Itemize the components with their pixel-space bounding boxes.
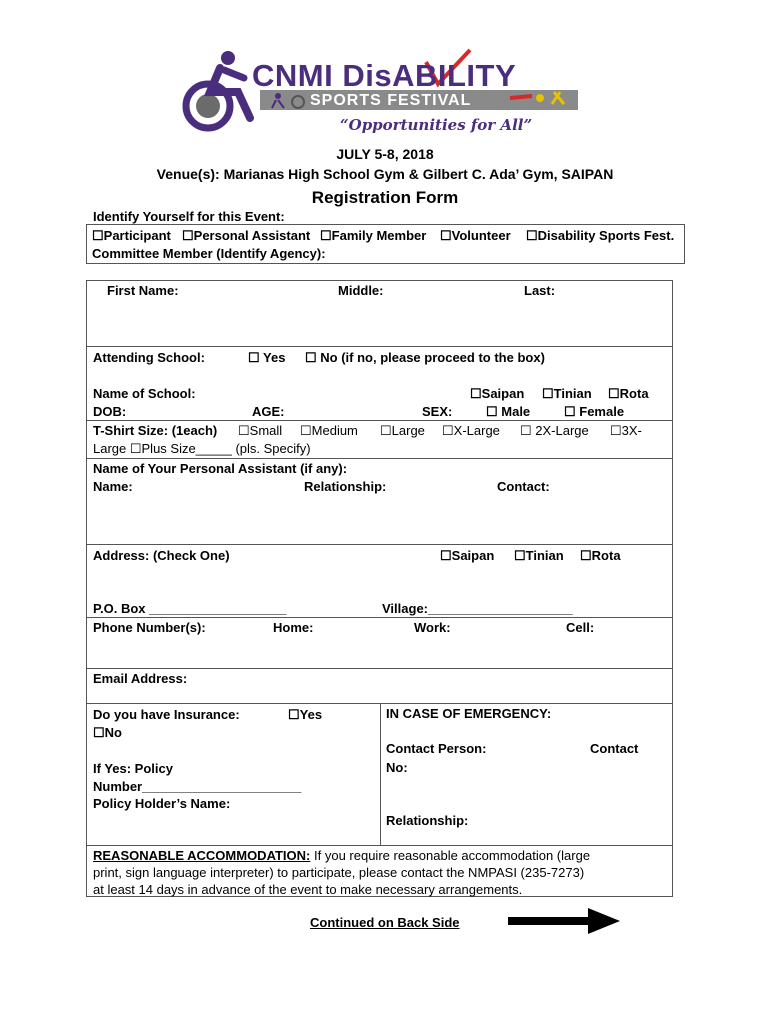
divider: [86, 668, 673, 669]
dob-label[interactable]: DOB:: [93, 404, 127, 419]
divider: [86, 346, 673, 347]
school-tinian-checkbox[interactable]: ☐Tinian: [542, 386, 592, 401]
logo-title-part2: ABILITY: [392, 58, 517, 93]
insurance-label: Do you have Insurance:: [93, 707, 240, 722]
logo-title-part1: CNMI Dis: [252, 58, 393, 93]
phone-cell-label[interactable]: Cell:: [566, 620, 595, 635]
phone-work-label[interactable]: Work:: [414, 620, 451, 635]
identify-option-family[interactable]: ☐Family Member: [320, 228, 427, 243]
school-saipan-checkbox[interactable]: ☐Saipan: [470, 386, 525, 401]
phone-label: Phone Number(s):: [93, 620, 206, 635]
school-no-checkbox[interactable]: ☐ No (if no, please proceed to the box): [305, 350, 545, 365]
age-label[interactable]: AGE:: [252, 404, 285, 419]
tshirt-3xlarge-checkbox[interactable]: ☐3X-: [610, 423, 642, 438]
divider: [86, 544, 673, 545]
emergency-label: IN CASE OF EMERGENCY:: [386, 706, 552, 721]
insurance-yes-checkbox[interactable]: ☐Yes: [288, 707, 323, 722]
policy-label: If Yes: Policy: [93, 761, 173, 776]
attending-school-label: Attending School:: [93, 350, 205, 365]
assistant-label: Name of Your Personal Assistant (if any):: [93, 461, 348, 476]
continued-label: Continued on Back Side: [310, 915, 460, 930]
tshirt-medium-checkbox[interactable]: ☐Medium: [300, 423, 358, 438]
middle-name-label[interactable]: Middle:: [338, 283, 384, 298]
tshirt-label: T-Shirt Size: (1each): [93, 423, 218, 438]
sex-female-checkbox[interactable]: ☐ Female: [564, 404, 625, 419]
identify-label: Identify Yourself for this Event:: [93, 209, 285, 224]
identify-option-committee[interactable]: ☐Disability Sports Fest.: [526, 228, 675, 243]
school-rota-checkbox[interactable]: ☐Rota: [608, 386, 649, 401]
logo: [180, 48, 600, 140]
assistant-contact-label[interactable]: Contact:: [497, 479, 550, 494]
tshirt-xlarge-checkbox[interactable]: ☐X-Large: [442, 423, 500, 438]
divider: [86, 420, 673, 421]
address-label: Address: (Check One): [93, 548, 230, 563]
pobox-field[interactable]: P.O. Box ___________________: [93, 601, 287, 616]
address-saipan-checkbox[interactable]: ☐Saipan: [440, 548, 495, 563]
school-name-label[interactable]: Name of School:: [93, 386, 196, 401]
first-name-label[interactable]: First Name:: [107, 283, 179, 298]
accommodation-text-1: If you require reasonable accommodation (large: [310, 848, 591, 863]
tshirt-small-checkbox[interactable]: ☐Small: [238, 423, 283, 438]
email-label[interactable]: Email Address:: [93, 671, 188, 686]
accommodation-text-2: print, sign language interpreter) to participate, please contact the NMPASI (235-7273): [93, 865, 585, 880]
assistant-name-label[interactable]: Name:: [93, 479, 133, 494]
policy-holder-label[interactable]: Policy Holder’s Name:: [93, 796, 231, 811]
assistant-relationship-label[interactable]: Relationship:: [304, 479, 387, 494]
emergency-contact-no-label[interactable]: No:: [386, 760, 408, 775]
address-tinian-checkbox[interactable]: ☐Tinian: [514, 548, 564, 563]
divider: [86, 617, 673, 618]
divider-vertical: [380, 703, 381, 845]
village-field[interactable]: Village:____________________: [382, 601, 573, 616]
identify-option-volunteer[interactable]: ☐Volunteer: [440, 228, 511, 243]
emergency-contact-person-label[interactable]: Contact Person:: [386, 741, 487, 756]
phone-home-label[interactable]: Home:: [273, 620, 314, 635]
tshirt-2xlarge-checkbox[interactable]: ☐ 2X-Large: [520, 423, 589, 438]
identify-option-participant[interactable]: ☐Participant: [92, 228, 171, 243]
identify-option-assistant[interactable]: ☐Personal Assistant: [182, 228, 311, 243]
insurance-no-checkbox[interactable]: ☐No: [93, 725, 122, 740]
emergency-relationship-label[interactable]: Relationship:: [386, 813, 469, 828]
accommodation-heading: REASONABLE ACCOMMODATION:: [93, 848, 311, 863]
event-dates: JULY 5-8, 2018: [336, 146, 434, 162]
accommodation-text-3: at least 14 days in advance of the event to make necessary arrangements.: [93, 882, 523, 897]
policy-number-field[interactable]: Number______________________: [93, 779, 302, 794]
identify-committee-line: Committee Member (Identify Agency):: [92, 246, 326, 261]
logo-slogan: “Opportunities for All”: [340, 116, 533, 134]
emergency-contact-label: Contact: [590, 741, 639, 756]
sex-male-checkbox[interactable]: ☐ Male: [486, 404, 531, 419]
event-venue: Venue(s): Marianas High School Gym & Gilbert C. Ada’ Gym, SAIPAN: [156, 166, 614, 182]
tshirt-large-checkbox[interactable]: ☐Large: [380, 423, 425, 438]
sex-label: SEX:: [422, 404, 453, 419]
logo-subtitle: SPORTS FESTIVAL: [310, 92, 472, 109]
form-title: Registration Form: [311, 188, 459, 207]
last-name-label[interactable]: Last:: [524, 283, 556, 298]
address-rota-checkbox[interactable]: ☐Rota: [580, 548, 621, 563]
divider: [86, 458, 673, 459]
tshirt-line2[interactable]: Large ☐Plus Size_____ (pls. Specify): [93, 441, 311, 456]
school-yes-checkbox[interactable]: ☐ Yes: [248, 350, 286, 365]
right-arrow-icon: [508, 906, 622, 936]
divider: [86, 845, 673, 846]
